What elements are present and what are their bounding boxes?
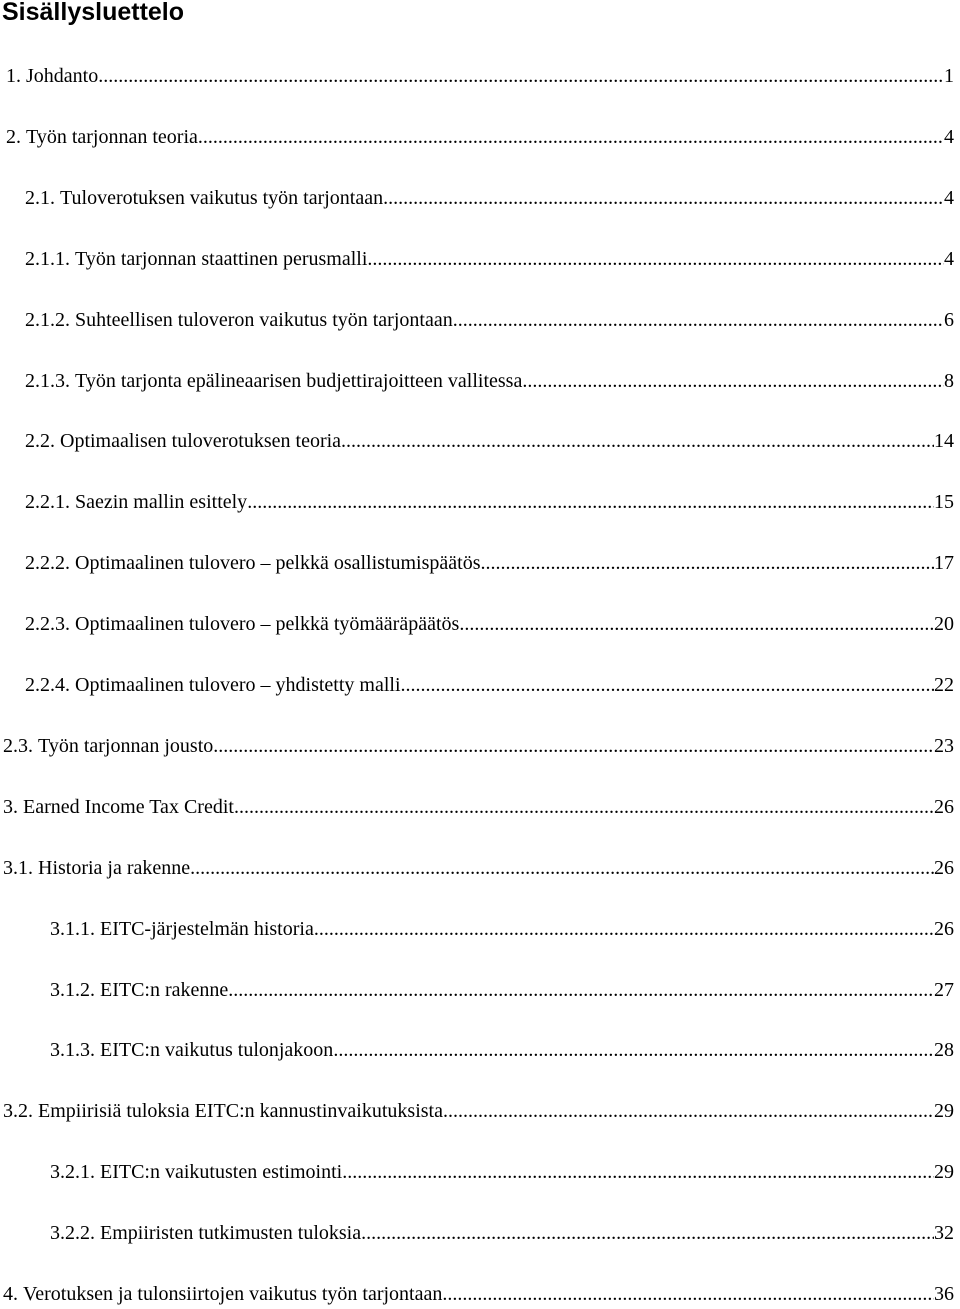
toc-entry-row <box>3 853 954 883</box>
toc-entry-page-number: 4 <box>944 125 954 148</box>
toc-entry-number: 3.1. <box>3 856 33 879</box>
toc-entry[interactable] <box>0 183 960 213</box>
toc-entry-row <box>50 1035 954 1065</box>
toc-entry-row <box>25 487 954 517</box>
toc-entry-page-number: 28 <box>934 1039 954 1062</box>
toc-entry-row <box>25 670 954 700</box>
toc-entry-row <box>25 244 954 274</box>
toc-dot-leader <box>442 1279 934 1309</box>
toc-entry-page-number: 29 <box>934 1100 954 1123</box>
toc-entry-row <box>3 792 954 822</box>
toc-dot-leader <box>383 183 944 213</box>
toc-entry-number: 3.1.2. <box>50 978 95 1001</box>
toc-entry-page-number: 22 <box>934 674 954 696</box>
toc-entry[interactable] <box>0 731 960 761</box>
toc-dot-leader <box>341 426 934 456</box>
toc-dot-leader <box>314 914 934 944</box>
toc-entry-title: EITC:n rakenne <box>100 978 229 1001</box>
toc-entry-page-number: 6 <box>944 308 954 331</box>
toc-entry[interactable] <box>0 609 960 639</box>
toc-entry-page-number: 36 <box>934 1283 954 1305</box>
toc-entry-page-number: 17 <box>934 552 954 575</box>
toc-entry-row <box>3 1096 954 1126</box>
toc-entry-row <box>25 305 954 335</box>
toc-entry-number: 2.2.2. <box>25 552 70 575</box>
toc-entry-page-number: 4 <box>944 247 954 270</box>
toc-dot-leader <box>480 548 934 578</box>
toc-entry-row <box>50 914 954 944</box>
toc-dot-leader <box>367 244 944 274</box>
toc-entry[interactable] <box>0 1096 960 1126</box>
toc-dot-leader <box>228 975 934 1005</box>
toc-entry-page-number: 20 <box>934 613 954 636</box>
toc-entry-number: 4. <box>3 1283 18 1305</box>
toc-entry-title: Työn tarjonnan staattinen perusmalli <box>75 247 368 270</box>
toc-entry-page-number: 29 <box>934 1161 954 1184</box>
toc-entry-number: 2.1.2. <box>25 308 70 331</box>
toc-entry-page-number: 8 <box>944 369 954 392</box>
toc-entry-row <box>3 731 954 761</box>
toc-entry-number: 2.2. <box>25 430 55 453</box>
toc-entry-title: Saezin mallin esittely <box>75 491 248 514</box>
toc-entry-row <box>50 1218 954 1248</box>
toc-entry-page-number: 26 <box>934 856 954 879</box>
toc-entry-title: Historia ja rakenne <box>38 856 191 879</box>
toc-entry-title: Optimaalinen tulovero – pelkkä osallistumispäätös <box>75 552 481 575</box>
toc-entry-row <box>25 609 954 639</box>
toc-entry[interactable] <box>0 1218 960 1248</box>
toc-entry-title: Empiirisiä tuloksia EITC:n kannustinvaikutuksista <box>38 1100 443 1123</box>
toc-dot-leader <box>522 366 944 396</box>
toc-entry-row <box>25 183 954 213</box>
toc-entry-title: Empiiristen tutkimusten tuloksia <box>100 1222 362 1245</box>
toc-entry-title: Työn tarjonnan teoria <box>26 125 198 148</box>
toc-entry-row <box>6 122 954 152</box>
toc-dot-leader <box>443 1096 934 1126</box>
toc-dot-leader <box>361 1218 934 1248</box>
toc-entry-number: 3.1.1. <box>50 917 95 940</box>
toc-dot-leader <box>247 487 934 517</box>
toc-entry[interactable] <box>0 670 960 700</box>
toc-entry-row <box>25 548 954 578</box>
toc-entry-title: EITC:n vaikutusten estimointi <box>100 1161 343 1184</box>
toc-entry-row <box>50 1157 954 1187</box>
toc-entry-page-number: 23 <box>934 734 954 757</box>
toc-entry-number: 2.2.1. <box>25 491 70 514</box>
toc-entry-number: 2. <box>6 125 21 148</box>
toc-entry-title: Työn tarjonnan jousto <box>38 734 214 757</box>
toc-entry[interactable] <box>0 122 960 152</box>
toc-entry[interactable] <box>0 487 960 517</box>
toc-entry-row <box>25 366 954 396</box>
toc-entry-number: 2.3. <box>3 734 33 757</box>
toc-dot-leader <box>401 670 935 700</box>
toc-entry[interactable] <box>0 244 960 274</box>
toc-dot-leader <box>213 731 934 761</box>
toc-entry-title: Optimaalinen tulovero – pelkkä työmääräpäätös <box>75 613 460 636</box>
toc-entry-title: Verotuksen ja tulonsiirtojen vaikutus työn tarjontaan <box>23 1283 443 1305</box>
toc-entry-number: 2.2.3. <box>25 613 70 636</box>
toc-entry-title: Suhteellisen tuloveron vaikutus työn tarjontaan <box>75 308 453 331</box>
toc-entry-title: Earned Income Tax Credit <box>23 795 234 818</box>
toc-entry-page-number: 15 <box>934 491 954 514</box>
toc-entry[interactable] <box>0 366 960 396</box>
toc-entry-page-number: 27 <box>934 978 954 1001</box>
toc-entry[interactable] <box>0 1035 960 1065</box>
toc-entry-title: Työn tarjonta epälineaarisen budjettirajoitteen vallitessa <box>75 369 523 392</box>
toc-entry-title: Optimaalinen tulovero – yhdistetty malli <box>75 674 401 696</box>
toc-dot-leader <box>98 61 944 91</box>
toc-entry-number: 3. <box>3 795 18 818</box>
toc-entry-title: Tuloverotuksen vaikutus työn tarjontaan <box>60 186 384 209</box>
toc-entry-row <box>3 1279 954 1309</box>
toc-entry-row <box>6 61 954 91</box>
toc-dot-leader <box>333 1035 934 1065</box>
toc-entry-number: 3.2. <box>3 1100 33 1123</box>
toc-entry[interactable] <box>0 792 960 822</box>
toc-dot-leader <box>234 792 934 822</box>
toc-entry-title: EITC:n vaikutus tulonjakoon <box>100 1039 334 1062</box>
toc-entry-number: 3.2.2. <box>50 1222 95 1245</box>
toc-entry-title: EITC-järjestelmän historia <box>100 917 314 940</box>
toc-entry[interactable] <box>0 61 960 91</box>
toc-dot-leader <box>342 1157 934 1187</box>
toc-entry-number: 1. <box>6 65 21 87</box>
toc-entry-title: Johdanto <box>26 65 99 87</box>
toc-entry[interactable] <box>0 914 960 944</box>
toc-entry[interactable] <box>0 305 960 335</box>
toc-entry-page-number: 26 <box>934 917 954 940</box>
toc-dot-leader <box>459 609 934 639</box>
toc-dot-leader <box>453 305 944 335</box>
toc-entry-number: 2.1.3. <box>25 369 70 392</box>
toc-entry[interactable] <box>0 853 960 883</box>
toc-entry[interactable] <box>0 975 960 1005</box>
toc-entry-number: 2.1.1. <box>25 247 70 270</box>
toc-entry-title: Optimaalisen tuloverotuksen teoria <box>60 430 342 453</box>
toc-entry[interactable] <box>0 426 960 456</box>
toc-dot-leader <box>190 853 934 883</box>
toc-entry-page-number: 1 <box>944 65 954 87</box>
toc-entry-number: 2.2.4. <box>25 674 70 696</box>
toc-entry-page-number: 32 <box>934 1222 954 1245</box>
toc-entry[interactable] <box>0 548 960 578</box>
toc-entry[interactable] <box>0 1157 960 1187</box>
toc-entry-number: 3.1.3. <box>50 1039 95 1062</box>
toc-entry-number: 2.1. <box>25 186 55 209</box>
toc-entry-page-number: 26 <box>934 795 954 818</box>
toc-dot-leader <box>198 122 944 152</box>
page-title: Sisällysluettelo <box>2 0 185 26</box>
toc-entry-number: 3.2.1. <box>50 1161 95 1184</box>
toc-entry-page-number: 4 <box>944 186 954 209</box>
toc-entry-page-number: 14 <box>934 430 954 453</box>
toc-entry[interactable] <box>0 1279 960 1309</box>
toc-entry-row <box>50 975 954 1005</box>
toc-entry-row <box>25 426 954 456</box>
